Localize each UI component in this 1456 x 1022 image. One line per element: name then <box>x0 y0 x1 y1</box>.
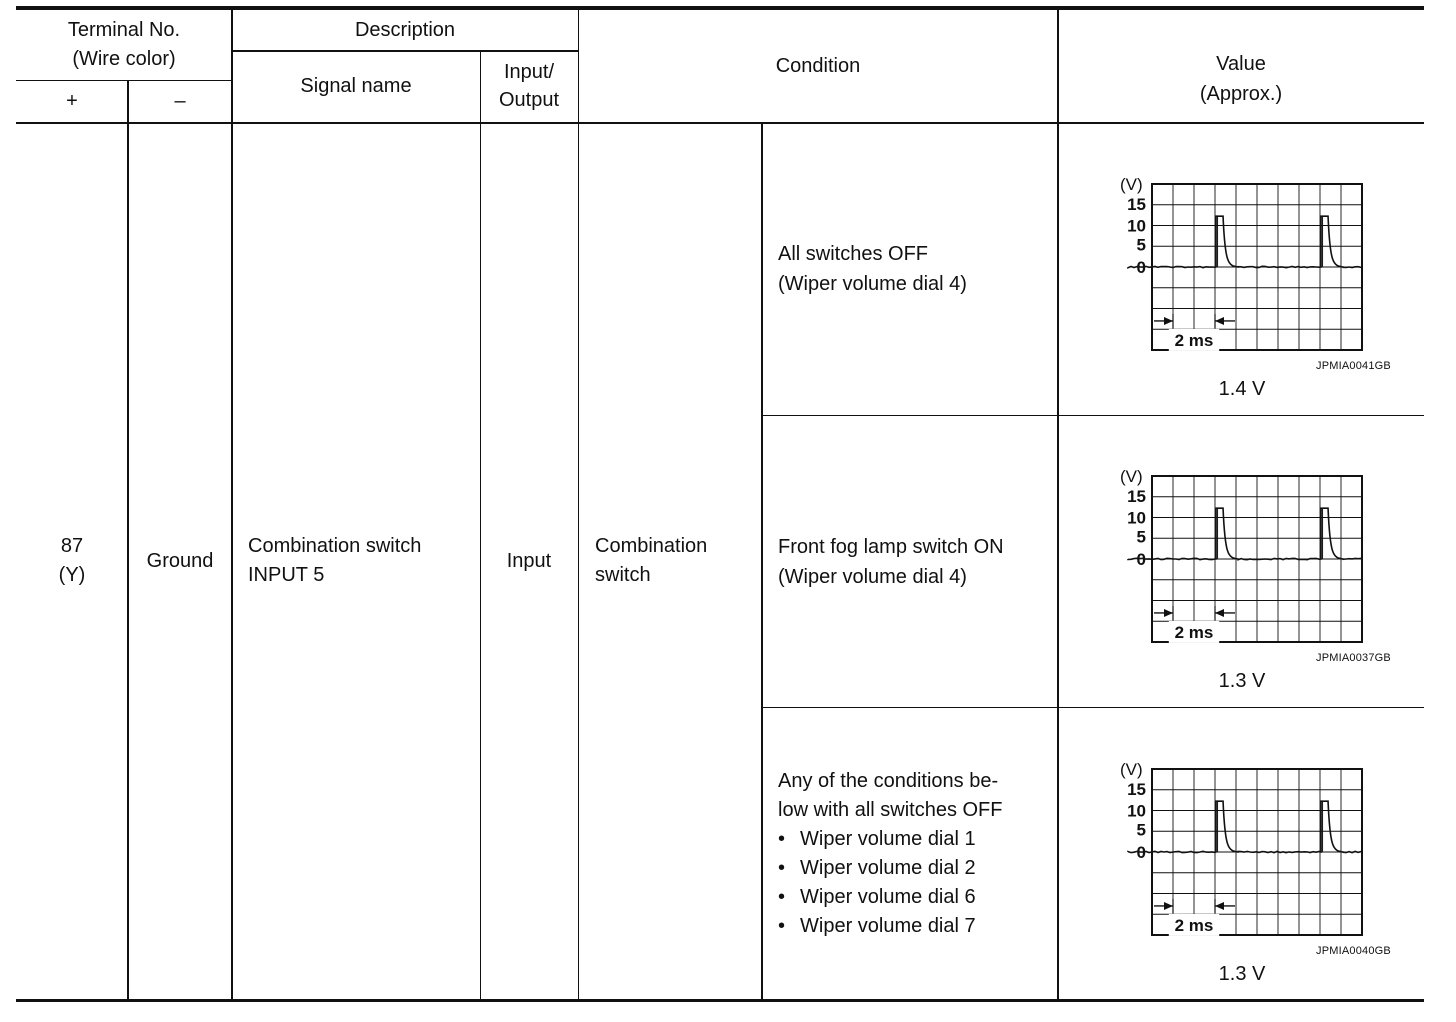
time-scale-label: 2 ms <box>1174 915 1214 935</box>
scope-tick-label: 10 <box>1127 216 1146 236</box>
header-description <box>232 10 578 50</box>
scope-tick-label: 5 <box>1136 235 1146 255</box>
terminal-wire-color: (Y) <box>58 564 86 586</box>
list-item: • Wiper volume dial 2 <box>778 854 976 883</box>
header-value <box>1058 10 1424 148</box>
figure-id-3: JPMIA0040GB <box>1316 945 1391 957</box>
terminal-number: 87 <box>60 535 84 557</box>
header-value-line1: Value <box>1216 53 1266 75</box>
terminal-minus-value: Ground <box>146 549 214 572</box>
scope-tick-label: 10 <box>1127 801 1146 821</box>
header-condition-label: Condition <box>775 54 861 77</box>
terminal-plus-cell <box>16 123 128 999</box>
scope-tick-label: 0 <box>1136 843 1146 862</box>
scope-unit-label: (V) <box>1120 175 1143 194</box>
header-terminal <box>16 10 232 80</box>
oscilloscope-waveform-1 <box>1092 166 1392 366</box>
condition-3-bullet-list <box>778 825 976 941</box>
condition-group-line1: Combination <box>595 535 708 557</box>
header-terminal-line2: (Wire color) <box>72 48 176 70</box>
header-description-label: Description <box>354 18 456 41</box>
header-io <box>480 50 578 122</box>
scope-tick-label: 0 <box>1136 258 1146 277</box>
scope-waveform <box>1128 801 1361 853</box>
table-bottom-border <box>16 999 1424 1002</box>
oscilloscope-waveform-2 <box>1092 458 1392 658</box>
scope-waveform <box>1128 216 1361 268</box>
scope-tick-label: 10 <box>1127 508 1146 528</box>
header-terminal-line1: Terminal No. <box>67 19 181 41</box>
header-io-line2: Output <box>498 89 560 111</box>
time-arrow-head <box>1164 902 1173 910</box>
header-signal-name <box>232 50 480 122</box>
scope-tick-label: 5 <box>1136 527 1146 547</box>
scope-tick-label: 15 <box>1127 195 1146 214</box>
header-minus-label: – <box>174 89 186 112</box>
scope-waveform <box>1128 508 1361 560</box>
value-figure-3 <box>1092 751 1392 999</box>
terminal-spec-table <box>16 6 1424 1002</box>
time-arrow-head <box>1215 317 1224 325</box>
scope-unit-label: (V) <box>1120 760 1143 779</box>
list-item: • Wiper volume dial 7 <box>778 912 976 941</box>
signal-name-line1: Combination switch <box>248 535 422 557</box>
time-arrow-head <box>1215 609 1224 617</box>
value-figure-1 <box>1092 166 1392 414</box>
condition-group-cell <box>579 123 761 999</box>
condition-2-line1: Front fog lamp switch ON <box>778 535 1004 558</box>
header-io-line1: Input/ <box>503 61 555 83</box>
signal-name-cell <box>232 123 480 999</box>
signal-name-line2: INPUT 5 <box>248 564 325 586</box>
header-value-line2: (Approx.) <box>1199 83 1283 105</box>
condition-2-line2: (Wiper volume dial 4) <box>778 565 967 588</box>
time-scale-label: 2 ms <box>1174 330 1214 350</box>
list-item: • Wiper volume dial 1 <box>778 825 976 854</box>
header-plus-label: + <box>66 89 78 112</box>
time-arrow-head <box>1215 902 1224 910</box>
figure-id-1: JPMIA0041GB <box>1316 360 1391 372</box>
value-figure-2 <box>1092 458 1392 706</box>
io-cell <box>480 123 578 999</box>
condition-1-line1: All switches OFF <box>778 243 929 265</box>
approx-value-3: 1.3 V <box>1218 963 1266 985</box>
time-arrow-head <box>1164 317 1173 325</box>
approx-value-1: 1.4 V <box>1218 378 1266 400</box>
scope-tick-label: 5 <box>1136 820 1146 840</box>
condition-group-line2: switch <box>595 564 651 586</box>
scope-tick-label: 0 <box>1136 550 1146 569</box>
condition-cell-2 <box>762 416 1058 707</box>
io-value: Input <box>506 549 552 572</box>
scope-unit-label: (V) <box>1120 467 1143 486</box>
figure-id-2: JPMIA0037GB <box>1316 652 1391 664</box>
header-signal-name-label: Signal name <box>300 74 412 97</box>
condition-1-line2: (Wiper volume dial 4) <box>778 273 967 295</box>
approx-value-2: 1.3 V <box>1218 670 1266 692</box>
scope-tick-label: 15 <box>1127 780 1146 799</box>
list-item: • Wiper volume dial 6 <box>778 883 976 912</box>
header-condition <box>578 10 1058 122</box>
header-minus <box>128 80 232 122</box>
condition-3-line1: Any of the conditions be- <box>778 769 999 792</box>
terminal-minus-cell <box>128 123 232 999</box>
oscilloscope-waveform-3 <box>1092 751 1392 951</box>
header-plus <box>16 80 128 122</box>
time-scale-label: 2 ms <box>1174 622 1214 642</box>
condition-cell-3 <box>762 708 1058 999</box>
condition-3-line2: low with all switches OFF <box>778 798 1003 821</box>
scope-tick-label: 15 <box>1127 487 1146 506</box>
condition-cell-1 <box>762 123 1058 415</box>
time-arrow-head <box>1164 609 1173 617</box>
